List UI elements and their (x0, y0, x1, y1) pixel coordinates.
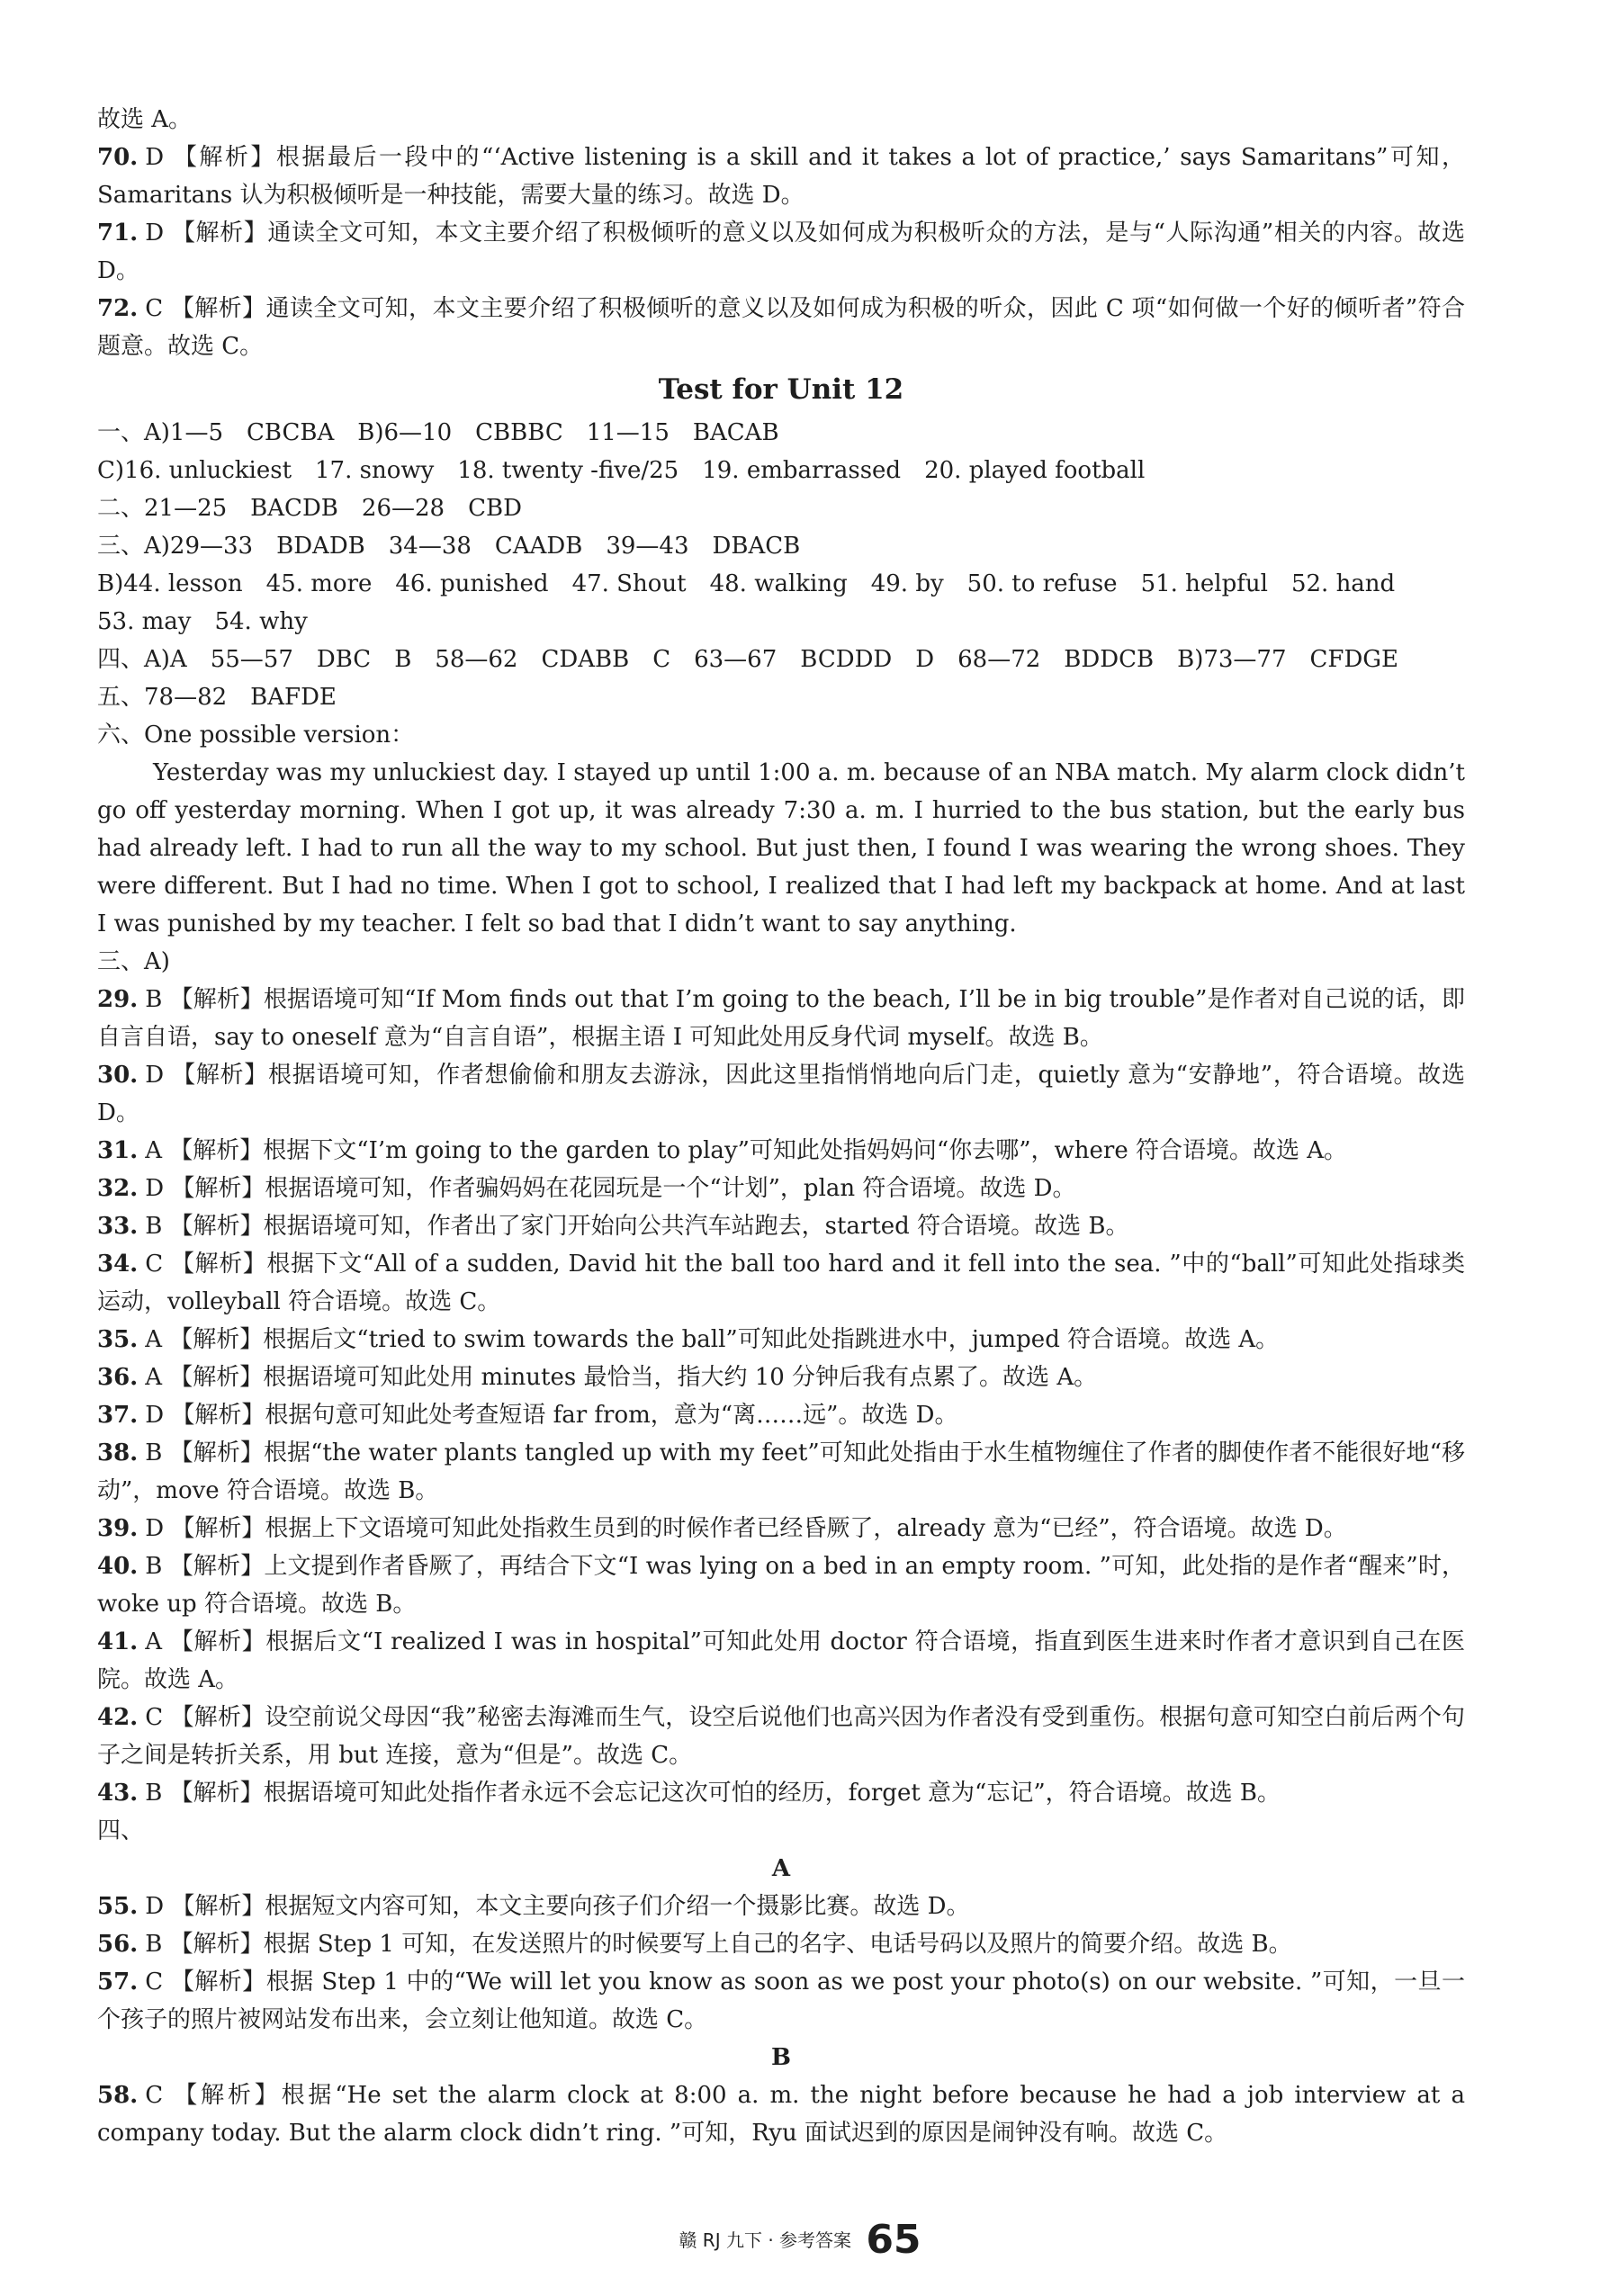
part-a-explanations (97, 1888, 1465, 2039)
explanation-item (97, 1963, 1465, 2039)
explanation-item (97, 290, 1465, 365)
explanation-item (97, 139, 1465, 214)
footer-label: 赣 RJ 九下 · 参考答案 (679, 2229, 852, 2251)
explanation-item (97, 1396, 1465, 1434)
question-number: 35. (97, 1326, 139, 1353)
explanation-item (97, 1888, 1465, 1925)
explanation-item (97, 1510, 1465, 1547)
explanation-item (97, 1699, 1465, 1774)
explanation-item (97, 1132, 1465, 1170)
explanation-text: A 【解析】根据后文“I realized I was in hospital”可知此处用 doctor 符合语境，指直到医生进来时作者才意识到自己在医院。故选 A。 (97, 1628, 1465, 1693)
page-footer (0, 2217, 1600, 2263)
explanation-text: C 【解析】根据下文“All of a sudden, David hit the ball too hard and it fell into the sea. ”中的“ball”可知此处指球类运动，volleyball 符合语境。故选 C。 (97, 1251, 1465, 1315)
explanation-text: B 【解析】上文提到作者昏厥了，再结合下文“I was lying on a bed in an empty room. ”可知，此处指的是作者“醒来”时，woke up 符合语境。故选 B。 (97, 1553, 1465, 1618)
explanation-text: D 【解析】根据短文内容可知，本文主要向孩子们介绍一个摄影比赛。故选 D。 (145, 1893, 970, 1920)
explanation-text: A 【解析】根据下文“I’m going to the garden to play”可知此处指妈妈问“你去哪”，where 符合语境。故选 A。 (145, 1137, 1348, 1164)
part-a-label: A (771, 1855, 791, 1882)
explanation-text: D 【解析】根据最后一段中的“‘Active listening is a skill and it takes a lot of practice,’ says Samaritans”可知，Samaritans 认为积极倾听是一种技能，需要大量的练习。故选 D。 (97, 144, 1465, 209)
question-number: 31. (97, 1137, 139, 1164)
answer-line: 一、A)1—5 CBCBA B)6—10 CBBBC 11—15 BACAB (97, 419, 779, 446)
explanation-text: B 【解析】根据语境可知“If Mom finds out that I’m going to the beach, I’ll be in big trouble”是作者对自己说的话，即自言自语，say to oneself 意为“自言自语”，根据主语 I 可知此处用反身代词 myself。故选 B。 (97, 986, 1465, 1051)
explanation-text: D 【解析】根据句意可知此处考查短语 far from，意为“离……远”。故选 D。 (145, 1402, 958, 1429)
explanation-item (97, 1207, 1465, 1245)
answer-key (97, 414, 1465, 754)
question-number: 29. (97, 986, 139, 1013)
answer-line: 二、21—25 BACDB 26—28 CBD (97, 495, 522, 522)
explanation-item (97, 101, 1465, 139)
question-number: 30. (97, 1062, 139, 1089)
question-number: 43. (97, 1780, 139, 1807)
question-number: 56. (97, 1931, 139, 1958)
question-number: 32. (97, 1175, 139, 1202)
section3-heading: 三、A) (97, 948, 170, 975)
explanation-item (97, 1925, 1465, 1963)
answer-line: 六、One possible version： (97, 722, 415, 749)
question-number: 36. (97, 1364, 139, 1391)
answer-line: 四、A)A 55—57 DBC B 58—62 CDABB C 63—67 BCDDD D 68—72 BDDCB B)73—77 CFDGE (97, 646, 1399, 673)
explanation-item (97, 1359, 1465, 1396)
top-section (97, 101, 1465, 365)
explanation-text: A 【解析】根据语境可知此处用 minutes 最恰当，指大约 10 分钟后我有点累了。故选 A。 (145, 1364, 1098, 1391)
question-number: 41. (97, 1628, 139, 1655)
explanation-text: C 【解析】设空前说父母因“我”秘密去海滩而生气，设空后说他们也高兴因为作者没有受到重伤。根据句意可知空白前后两个句子之间是转折关系，用 but 连接，意为“但是”。故选 C。 (97, 1704, 1465, 1769)
part-b-explanations (97, 2076, 1465, 2152)
explanation-text: B 【解析】根据 Step 1 可知，在发送照片的时候要写上自己的名字、电话号码以及照片的简要介绍。故选 B。 (145, 1931, 1292, 1958)
explanation-text: B 【解析】根据语境可知此处指作者永远不会忘记这次可怕的经历，forget 意为“忘记”，符合语境。故选 B。 (145, 1780, 1281, 1807)
explanation-text: C 【解析】根据“He set the alarm clock at 8:00 a. m. the night before because he had a job interview at a company today. But the alarm clock didn’t ring. ”可知，Ryu 面试迟到的原因是闹钟没有响。故选 C。 (97, 2082, 1465, 2147)
answer-page (97, 101, 1465, 2152)
explanation-text: D 【解析】根据语境可知，作者想偷偷和朋友去游泳，因此这里指悄悄地向后门走，quietly 意为“安静地”，符合语境。故选 D。 (97, 1062, 1465, 1126)
question-number: 58. (97, 2082, 139, 2109)
explanation-item (97, 2076, 1465, 2152)
explanation-item (97, 1056, 1465, 1132)
question-number: 37. (97, 1402, 139, 1429)
answer-line: 三、A)29—33 BDADB 34—38 CAADB 39—43 DBACB (97, 533, 801, 560)
question-number: 33. (97, 1213, 139, 1240)
question-number: 57. (97, 1969, 139, 1996)
part-b-label: B (771, 2044, 791, 2071)
test-title: Test for Unit 12 (658, 373, 904, 406)
section4-heading: 四、 (97, 1817, 145, 1844)
section3-explanations (97, 981, 1465, 1812)
question-number: 34. (97, 1251, 139, 1278)
explanation-text: B 【解析】根据语境可知，作者出了家门开始向公共汽车站跑去，started 符合语境。故选 B。 (145, 1213, 1129, 1240)
explanation-item (97, 214, 1465, 290)
explanation-text: D 【解析】通读全文可知，本文主要介绍了积极倾听的意义以及如何成为积极听众的方法，是与“人际沟通”相关的内容。故选 D。 (97, 220, 1465, 284)
explanation-text: D 【解析】根据语境可知，作者骗妈妈在花园玩是一个“计划”，plan 符合语境。故选 D。 (145, 1175, 1076, 1202)
question-number: 55. (97, 1893, 139, 1920)
explanation-text: 故选 A。 (97, 106, 193, 133)
question-number: 70. (97, 144, 139, 171)
explanation-text: D 【解析】根据上下文语境可知此处指救生员到的时候作者已经昏厥了，already 意为“已经”，符合语境。故选 D。 (145, 1515, 1347, 1542)
explanation-item (97, 1245, 1465, 1321)
sample-essay: Yesterday was my unluckiest day. I stayed up until 1:00 a. m. because of an NBA match. My alarm clock didn’t go off yesterday morning. When I got up, it was already 7:30 a. m. I hurried to the bus station, but the early bus had already left. I had to run all the way to my school. But just then, I found I was wearing the wrong shoes. They were different. But I had no time. When I got to school, I realized that I had left my backpack at home. And at last I was punished by my teacher. I felt so bad that I didn’t want to say anything. (97, 759, 1465, 937)
explanation-item (97, 1434, 1465, 1510)
question-number: 39. (97, 1515, 139, 1542)
question-number: 72. (97, 295, 139, 322)
explanation-item (97, 1623, 1465, 1699)
answer-line: 53. may 54. why (97, 608, 308, 635)
explanation-text: A 【解析】根据后文“tried to swim towards the ball”可知此处指跳进水中，jumped 符合语境。故选 A。 (145, 1326, 1280, 1353)
question-number: 71. (97, 220, 139, 247)
explanation-item (97, 981, 1465, 1056)
answer-line: 五、78—82 BAFDE (97, 684, 337, 711)
answer-line: B)44. lesson 45. more 46. punished 47. Shout 48. walking 49. by 50. to refuse 51. helpful 52. hand (97, 570, 1396, 597)
explanation-item (97, 1774, 1465, 1812)
explanation-item (97, 1547, 1465, 1623)
answer-line: C)16. unluckiest 17. snowy 18. twenty -five/25 19. embarrassed 20. played football (97, 457, 1146, 484)
explanation-text: C 【解析】根据 Step 1 中的“We will let you know as soon as we post your photo(s) on our website. ”可知，一旦一个孩子的照片被网站发布出来，会立刻让他知道。故选 C。 (97, 1969, 1465, 2033)
question-number: 42. (97, 1704, 139, 1731)
explanation-item (97, 1321, 1465, 1359)
explanation-text: C 【解析】通读全文可知，本文主要介绍了积极倾听的意义以及如何成为积极的听众，因此 C 项“如何做一个好的倾听者”符合题意。故选 C。 (97, 295, 1465, 360)
explanation-item (97, 1170, 1465, 1207)
question-number: 40. (97, 1553, 139, 1580)
page-number: 65 (866, 2217, 921, 2263)
question-number: 38. (97, 1439, 139, 1466)
explanation-text: B 【解析】根据“the water plants tangled up with my feet”可知此处指由于水生植物缠住了作者的脚使作者不能很好地“移动”，move 符合语境。故选 B。 (97, 1439, 1465, 1504)
